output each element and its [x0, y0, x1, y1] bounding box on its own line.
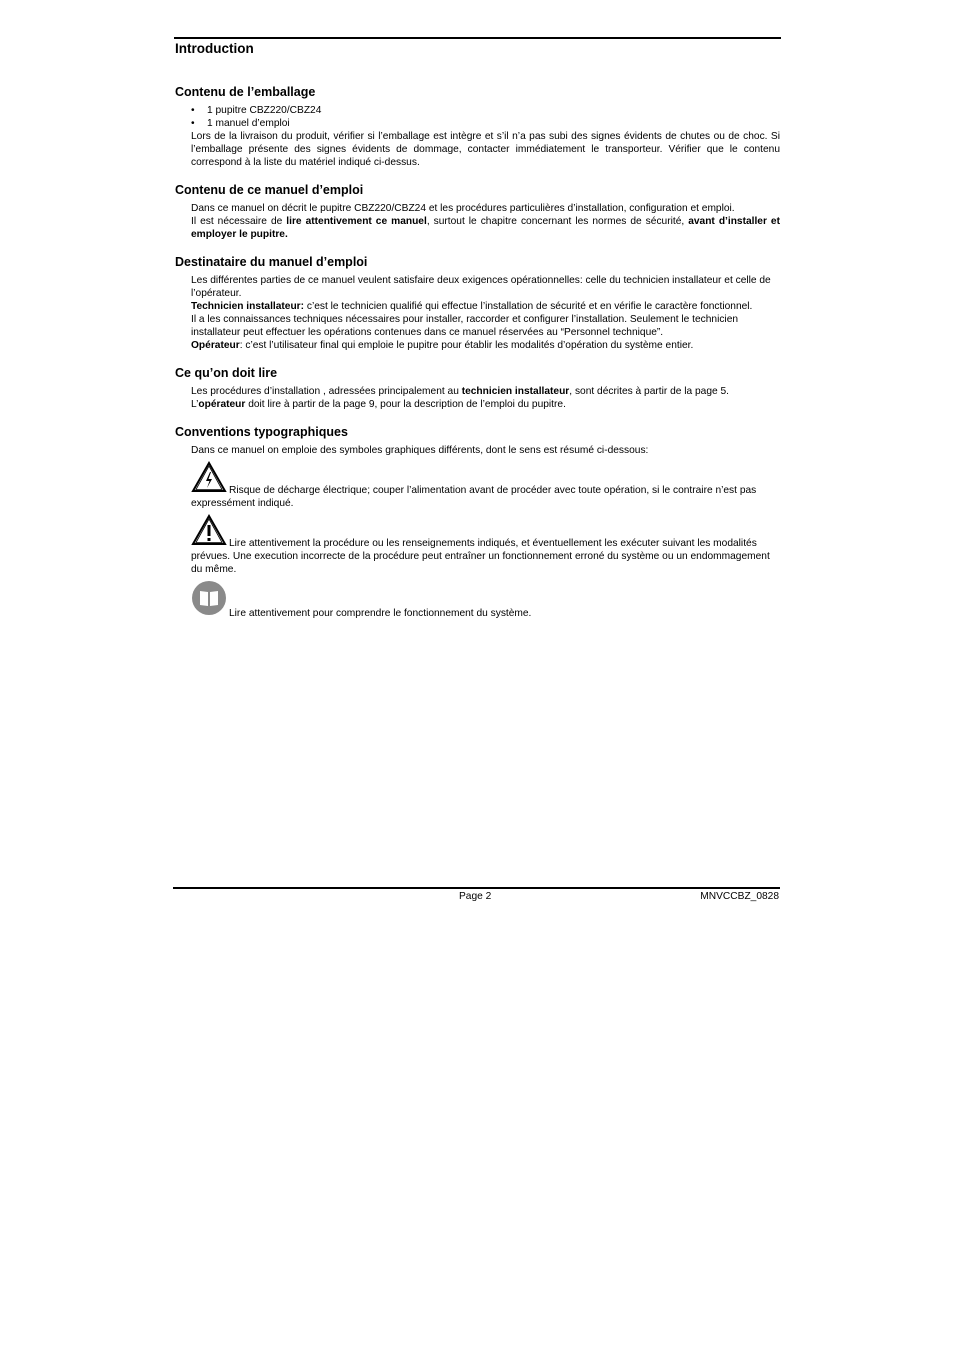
section-manual: [175, 182, 780, 241]
section-package-title: Contenu de l’emballage: [175, 85, 316, 99]
package-list: [191, 104, 780, 130]
convention-warning: Lire attentivement la procédure ou les renseignements indiqués, et éventuellement les exécuter suivant les modalités prévues. Une execution incorrecte de la procédure peut entraîner un fonctionnement erroné du système ou un endommagement du même.: [191, 514, 780, 576]
convention-read: Lire attentivement pour comprendre le fonctionnement du système.: [191, 580, 780, 620]
section-audience: [175, 254, 780, 352]
convention-electric: Risque de décharge électrique; couper l’alimentation avant de procéder avec toute opération, si le contraire n’est pas expressément indiqué.: [191, 461, 780, 510]
manual-paragraph-1: Dans ce manuel on décrit le pupitre CBZ220/CBZ24 et les procédures particulières d’installation, configuration et emploi.: [191, 203, 735, 214]
list-item: • 1 manuel d’emploi: [191, 118, 290, 129]
section-reading: [175, 365, 780, 411]
page-title: Introduction: [175, 41, 254, 56]
section-manual-title: Contenu de ce manuel d’emploi: [175, 183, 364, 197]
book-icon: [191, 580, 227, 620]
reading-paragraph-1: Les procédures d’installation , adressées principalement au technicien installateur, sont décrites à partir de la page 5.: [191, 386, 729, 397]
section-package: [175, 84, 780, 169]
section-conventions-title: Conventions typographiques: [175, 425, 348, 439]
section-conventions: [175, 424, 780, 620]
header-rule: [174, 37, 781, 39]
warning-icon: [191, 514, 227, 550]
manual-paragraph-2: Il est nécessaire de lire attentivement ce manuel, surtout le chapitre concernant les normes de sécurité, avant d’installer et employer le pupitre.: [191, 216, 780, 240]
footer-rule: [173, 887, 780, 889]
package-paragraph: Lors de la livraison du produit, vérifier si l’emballage est intègre et s’il n’a pas subi des signes évidents de chutes ou de choc. Si l’emballage présente des signes évidents de dommage, contacter immédiatement le transporteur. Vérifier que le contenu correspond à la liste du matériel indiqué ci-dessus.: [191, 131, 780, 168]
page-number: Page 2: [459, 891, 492, 902]
electric-hazard-icon: [191, 461, 227, 497]
document-code: MNVCCBZ_0828: [700, 891, 779, 902]
conventions-intro: Dans ce manuel on emploie des symboles graphiques différents, dont le sens est résumé ci-dessous:: [191, 445, 649, 456]
list-item: • 1 pupitre CBZ220/CBZ24: [191, 105, 322, 116]
section-audience-title: Destinataire du manuel d’emploi: [175, 255, 368, 269]
reading-paragraph-2: L’opérateur doit lire à partir de la page 9, pour la description de l’emploi du pupitre.: [191, 399, 566, 410]
audience-paragraph-3: Il a les connaissances techniques nécessaires pour installer, raccorder et configurer l’installation. Seulement le technicien installateur peut effectuer les opérations contenues dans ce manuel réservées au “Personnel technique”.: [191, 314, 739, 338]
audience-paragraph-1: Les différentes parties de ce manuel veulent satisfaire deux exigences opérationnelles: celle du technicien installateur et celle de l’opérateur.: [191, 275, 771, 299]
section-reading-title: Ce qu’on doit lire: [175, 366, 278, 380]
audience-technician: Technicien installateur: c’est le technicien qualifié qui effectue l’installation de sécurité et en vérifie le caractère fonctionnel.: [191, 301, 753, 312]
audience-operator: Opérateur: c’est l’utilisateur final qui emploie le pupitre pour établir les modalités d’opération du système entier.: [191, 340, 694, 351]
content: [175, 84, 780, 633]
